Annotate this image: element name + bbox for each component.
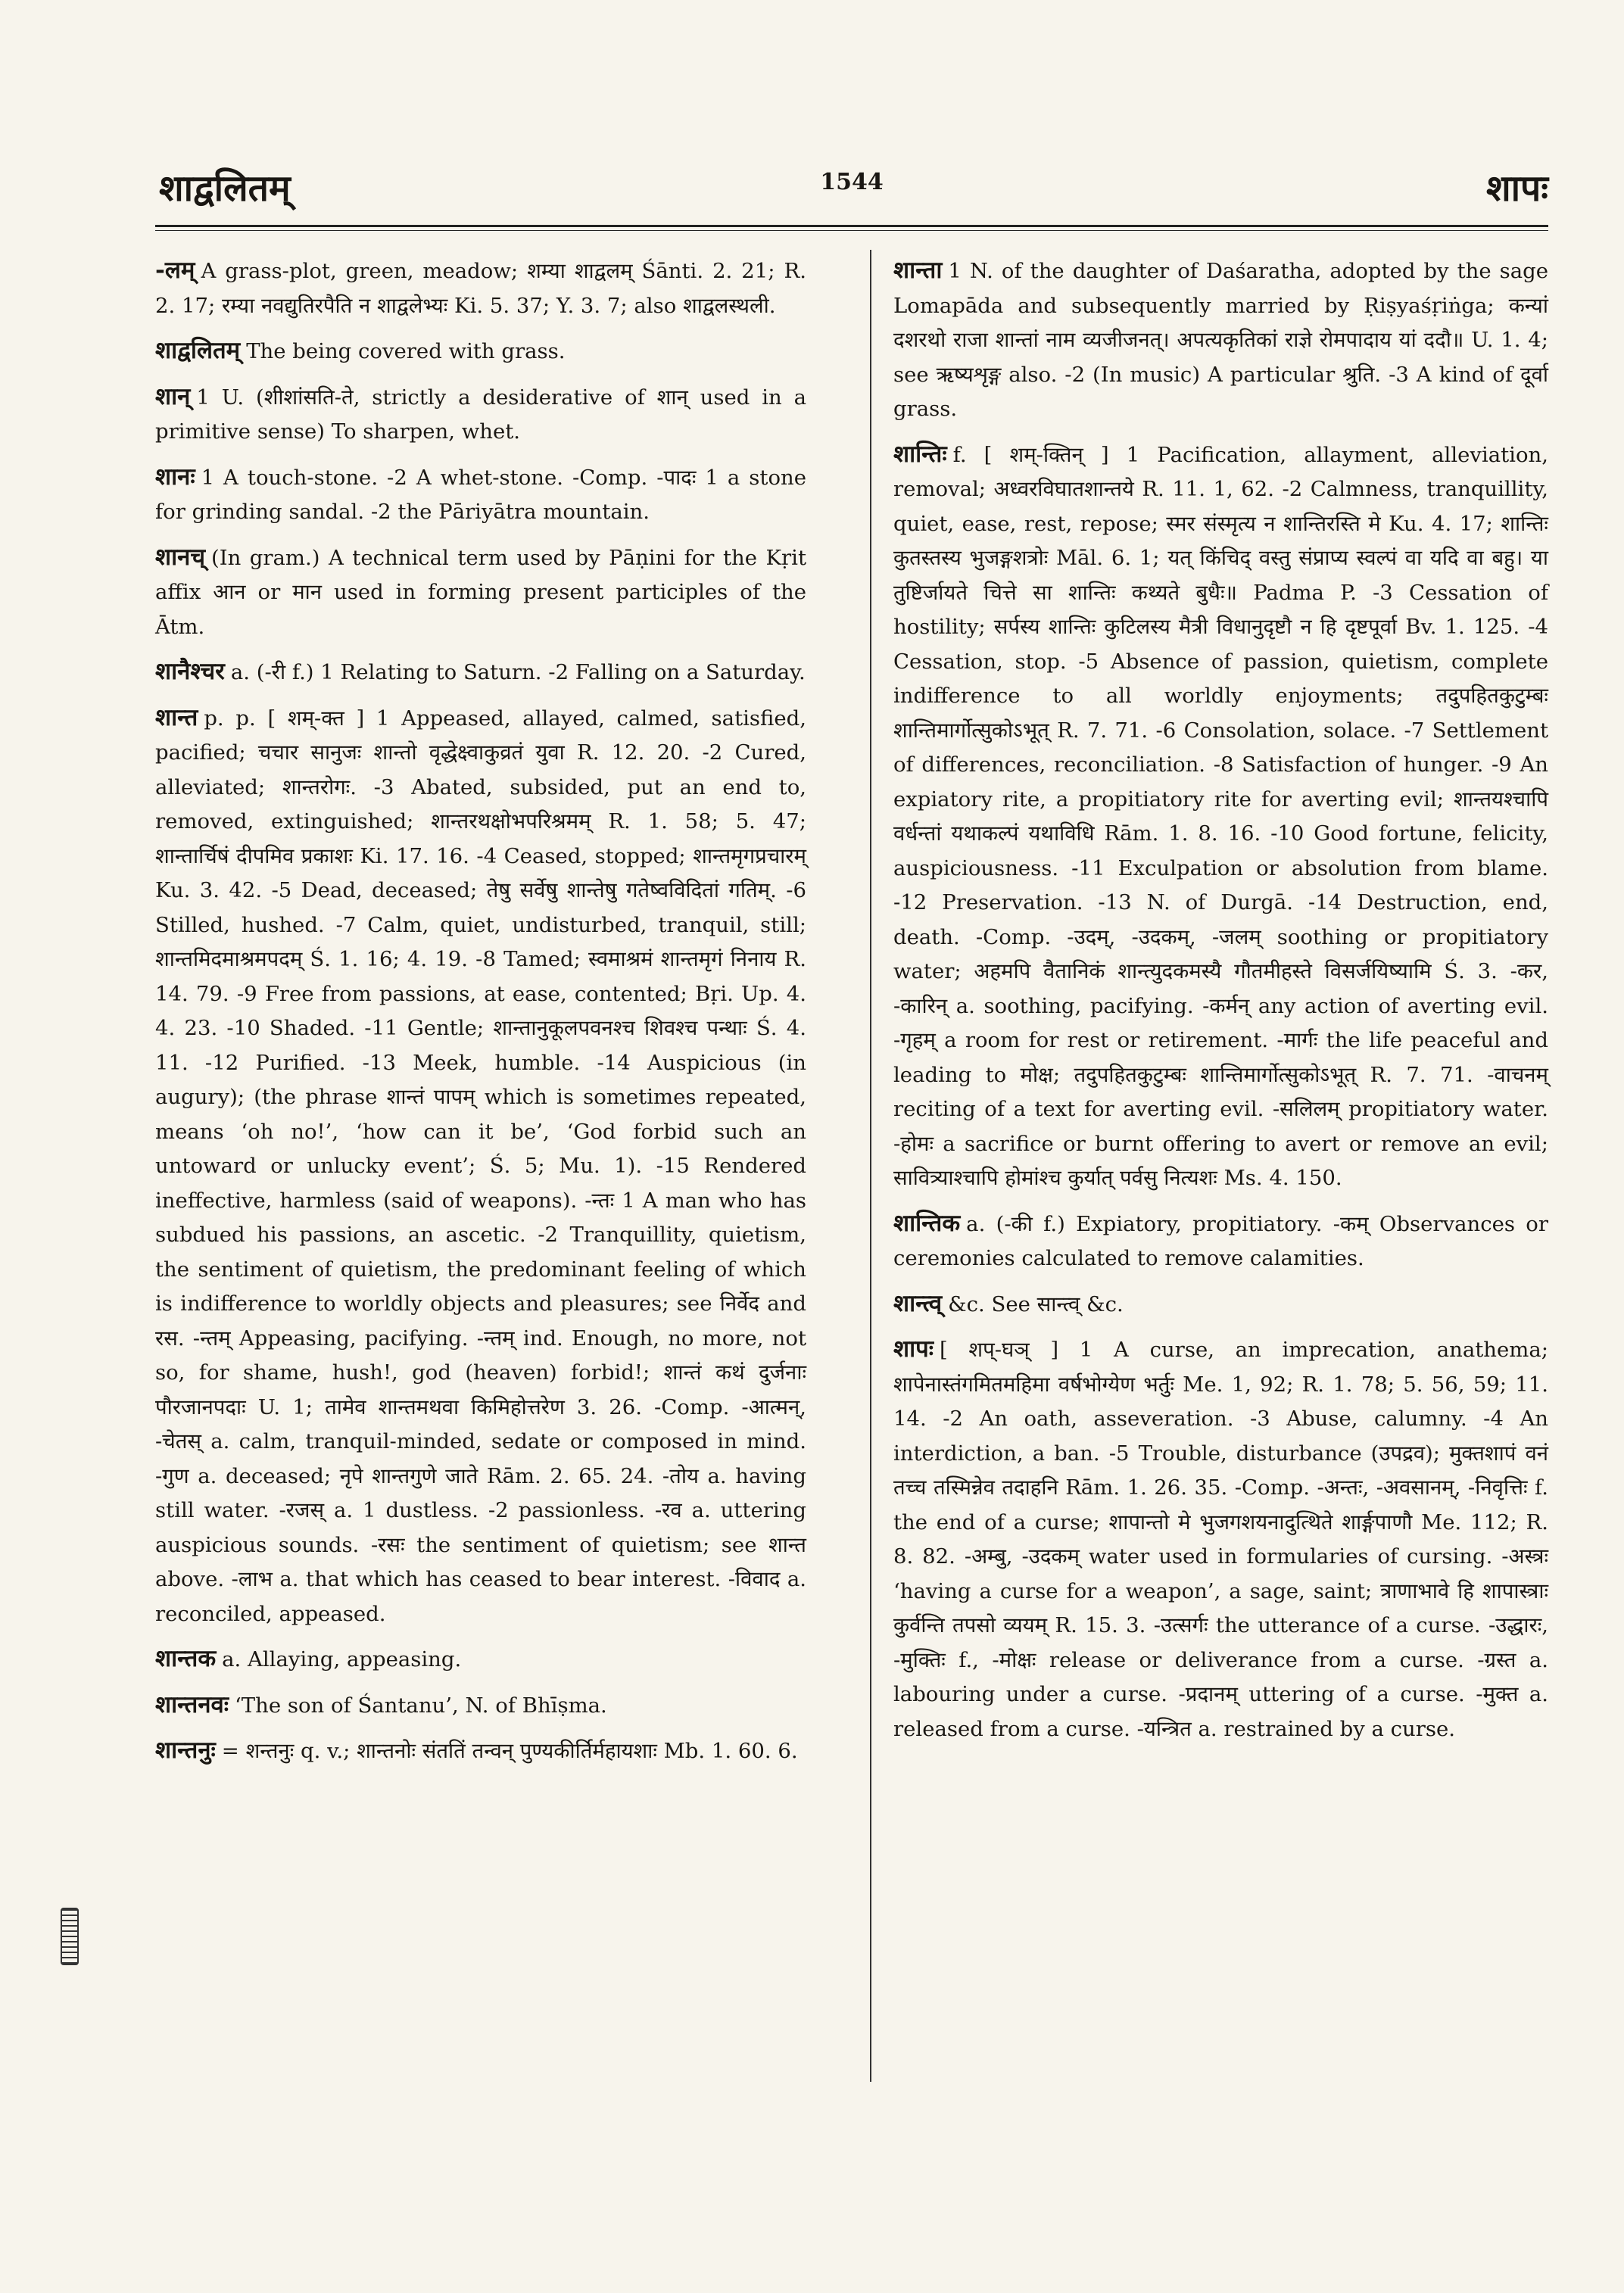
left-column (155, 254, 806, 1780)
entry-definition: a. (-की f.) Expiatory, propitiatory. -कम् Observances or ceremonies calculated to remove calamities. (893, 1211, 1548, 1270)
header-left-catchword: शाद्वलितम् (159, 167, 291, 210)
entry-definition: a. (-री f.) 1 Relating to Saturn. -2 Falling on a Saturday. (230, 660, 806, 684)
dictionary-entry (893, 1332, 1548, 1746)
entry-headword: शाद्वलितम् (155, 337, 241, 364)
entry-definition: f. [ शम्-क्तिन् ] 1 Pacification, allayment, alleviation, removal; अध्वरविघातशान्तये R. 11. 1, 62. -2 Calmness, tranquillity, quiet, ease, rest, repose; स्मर संस्मृत्य न शान्तिरस्ति मे Ku. 4. 17; शान्तिः कुतस्तस्य भुजङ्गशत्रोः Māl. 6. 1; यत् किंचिद् वस्तु संप्राप्य स्वल्पं वा यदि वा बहु। या तुष्टिर्जायते चित्ते सा शान्तिः कथ्यते बुधैः॥ Padma P. -3 Cessation of hostility; सर्पस्य शान्तिः कुटिलस्य मैत्री विधानुदृष्टौ न हि दृष्टपूर्वा Bv. 1. 125. -4 Cessation, stop. -5 Absence of passion, quietism, complete indifference to all worldly enjoyments; तदुपहितकुटुम्बः शान्तिमार्गोत्सुकोऽभूत् R. 7. 71. -6 Consolation, solace. -7 Settlement of differences, reconciliation. -8 Satisfaction of hunger. -9 An expiatory rite, a propitiatory rite for averting evil; शान्तयश्चापि वर्धन्तां यथाकल्पं यथाविधि Rām. 1. 8. 16. -10 Good fortune, felicity, auspiciousness. -11 Exculpation or absolution from blame. -12 Preservation. -13 N. of Durgā. -14 Destruction, end, death. -Comp. -उदम्, -उदकम्, -जलम् soothing or propitiatory water; अहमपि वैतानिकं शान्त्युदकमस्यै गौतमीहस्ते विसर्जयिष्यामि Ś. 3. -कर, -कारिन् a. soothing, pacifying. -कर्मन् any action of averting evil. -गृहम् a room for rest or retirement. -मार्गः the life peaceful and leading to मोक्ष; तदुपहितकुटुम्बः शान्तिमार्गोत्सुकोऽभूत् R. 7. 71. -वाचनम् reciting of a text for averting evil. -सलिलम् propitiatory water. -होमः a sacrifice or burnt offering to avert or remove an evil; सावित्र्याश्चापि होमांश्च कुर्यात् पर्वसु नित्यशः Ms. 4. 150. (893, 442, 1548, 1190)
entry-definition: (In gram.) A technical term used by Pāṇini for the Kṛit affix आन or मान used in forming present participles of the Ātm. (155, 545, 806, 639)
entry-headword: शानच् (155, 543, 205, 571)
dictionary-entry (155, 655, 806, 690)
entry-headword: शान्त (155, 703, 198, 731)
entry-headword: शान्तनवः (155, 1690, 229, 1718)
entry-definition: = शन्तनुः q. v.; शान्तनोः संततिं तन्वन् पुण्यकीर्तिर्महायशाः Mb. 1. 60. 6. (221, 1739, 798, 1763)
dictionary-entry (155, 1642, 806, 1678)
dictionary-entry (893, 1287, 1548, 1323)
entry-definition: 1 N. of the daughter of Daśaratha, adopted by the sage Lomapāda and subsequently married by Ṛiṣyaśṛiṅga; कन्यां दशरथो राजा शान्तां नाम व्यजीजनत्। अपत्यकृतिकां राज्ञे रोमपादाय यां ददौ॥ U. 1. 4; see ऋष्यशृङ्ग also. -2 (In music) A particular श्रुति. -3 A kind of दूर्वा grass. (893, 259, 1548, 421)
page-number: 1544 (820, 169, 884, 195)
entry-definition: a. Allaying, appeasing. (222, 1647, 462, 1671)
column-divider (870, 250, 871, 2082)
entry-headword: शान्ता (893, 257, 943, 284)
entry-definition: 1 A touch-stone. -2 A whet-stone. -Comp. -पादः 1 a stone for grinding sandal. -2 the Pāriyātra mountain. (155, 465, 806, 524)
entry-definition: ‘The son of Śantanu’, N. of Bhīṣma. (235, 1693, 607, 1718)
entry-headword: शापः (893, 1335, 934, 1363)
entry-headword: शानैश्चर (155, 658, 225, 685)
margin-mark (61, 1908, 79, 1965)
entry-definition: &c. See सान्त्व् &c. (948, 1291, 1124, 1316)
entry-definition: The being covered with grass. (246, 339, 566, 363)
dictionary-entry (155, 541, 806, 645)
entry-headword: शान्तिक (893, 1209, 961, 1237)
dictionary-entry (893, 254, 1548, 427)
dictionary-entry (893, 1207, 1548, 1276)
entry-definition: [ शप्-घञ् ] 1 A curse, an imprecation, anathema; शापेनास्तंगमितमहिमा वर्षभोग्येण भर्तुः Me. 1, 92; R. 1. 78; 5. 56, 59; 11. 14. -2 An oath, asseveration. -3 Abuse, calumny. -4 An interdiction, a ban. -5 Trouble, disturbance (उपद्रव); मुक्तशापं वनं तच्च तस्मिन्नेव तदाहनि Rām. 1. 26. 35. -Comp. -अन्तः, -अवसानम्, -निवृत्तिः f. the end of a curse; शापान्तो मे भुजगशयनादुत्थिते शार्ङ्गपाणौ Me. 112; R. 8. 82. -अम्बु, -उदकम् water used in formularies of cursing. -अस्त्रः ‘having a curse for a weapon’, a sage, saint; त्राणाभावे हि शापास्त्राः कुर्वन्ति तपसो व्ययम् R. 15. 3. -उत्सर्गः the utterance of a curse. -उद्धारः, -मुक्तिः f., -मोक्षः release or deliverance from a curse. -ग्रस्त a. labouring under a curse. -प्रदानम् uttering of a curse. -मुक्त a. released from a curse. -यन्त्रित a. restrained by a curse. (893, 1338, 1548, 1741)
dictionary-entry (893, 438, 1548, 1196)
dictionary-entry (155, 254, 806, 323)
entry-headword: शानः (155, 463, 195, 491)
entry-headword: -लम् (155, 257, 195, 284)
right-column (893, 254, 1548, 1757)
page-header (155, 163, 1548, 216)
entry-definition: 1 U. (शीशांसति-ते, strictly a desiderative of शान् used in a primitive sense) To sharpen, whet. (155, 385, 806, 444)
header-rule (155, 225, 1548, 231)
entry-headword: शान्तक (155, 1645, 217, 1672)
dictionary-entry (155, 380, 806, 450)
entry-definition: A grass-plot, green, meadow; शम्या शाद्वलम् Śānti. 2. 21; R. 2. 17; रम्या नवद्युतिरपैति न शाद्वलेभ्यः Ki. 5. 37; Y. 3. 7; also शाद्वलस्थली. (155, 259, 806, 318)
dictionary-entry (155, 460, 806, 530)
dictionary-entry (155, 334, 806, 369)
entry-headword: शान्तिः (893, 440, 947, 468)
entry-headword: शान् (155, 382, 191, 410)
dictionary-entry (155, 1734, 806, 1769)
entry-headword: शान्त्व् (893, 1289, 943, 1317)
header-right-catchword: शापः (1485, 167, 1548, 210)
dictionary-entry (155, 1688, 806, 1724)
dictionary-entry (155, 701, 806, 1632)
entry-headword: शान्तनुः (155, 1737, 216, 1764)
entry-definition: p. p. [ शम्-क्त ] 1 Appeased, allayed, calmed, satisfied, pacified; चचार सानुजः शान्तो वृद्धेक्ष्वाकुव्रतं युवा R. 12. 20. -2 Cured, alleviated; शान्तरोगः. -3 Abated, subsided, put an end to, removed, extinguished; शान्तरथक्षोभपरिश्रमम् R. 1. 58; 5. 47; शान्तार्चिषं दीपमिव प्रकाशः Ki. 17. 16. -4 Ceased, stopped; शान्तमृगप्रचारम् Ku. 3. 42. -5 Dead, deceased; तेषु सर्वेषु शान्तेषु गतेष्वविदितां गतिम्. -6 Stilled, hushed. -7 Calm, quiet, undisturbed, tranquil, still; शान्तमिदमाश्रमपदम् Ś. 1. 16; 4. 19. -8 Tamed; स्वमाश्रमं शान्तमृगं निनाय R. 14. 79. -9 Free from passions, at ease, contented; Bṛi. Up. 4. 4. 23. -10 Shaded. -11 Gentle; शान्तानुकूलपवनश्च शिवश्च पन्थाः Ś. 4. 11. -12 Purified. -13 Meek, humble. -14 Auspicious (in augury); (the phrase शान्तं पापम् which is sometimes repeated, means ‘oh no!’, ‘how can it be’, ‘God forbid such an untoward or unlucky event’; Ś. 5; Mu. 1). -15 Rendered ineffective, harmless (said of weapons). -न्तः 1 A man who has subdued his passions, an ascetic. -2 Tranquillity, quietism, the sentiment of quietism, the predominant feeling of which is indifference to worldly objects and pleasures; see निर्वेद and रस. -न्तम् Appeasing, pacifying. -न्तम् ind. Enough, no more, not so, for shame, hush!, god (heaven) forbid!; शान्तं कथं दुर्जनाः पौरजानपदाः U. 1; तामेव शान्तमथवा किमिहोत्तरेण 3. 26. -Comp. -आत्मन्, -चेतस् a. calm, tranquil-minded, sedate or composed in mind. -गुण a. deceased; नृपे शान्तगुणे जाते Rām. 2. 65. 24. -तोय a. having still water. -रजस् a. 1 dustless. -2 passionless. -रव a. uttering auspicious sounds. -रसः the sentiment of quietism; see शान्त above. -लाभ a. that which has ceased to bear interest. -विवाद a. reconciled, appeased. (155, 706, 806, 1626)
